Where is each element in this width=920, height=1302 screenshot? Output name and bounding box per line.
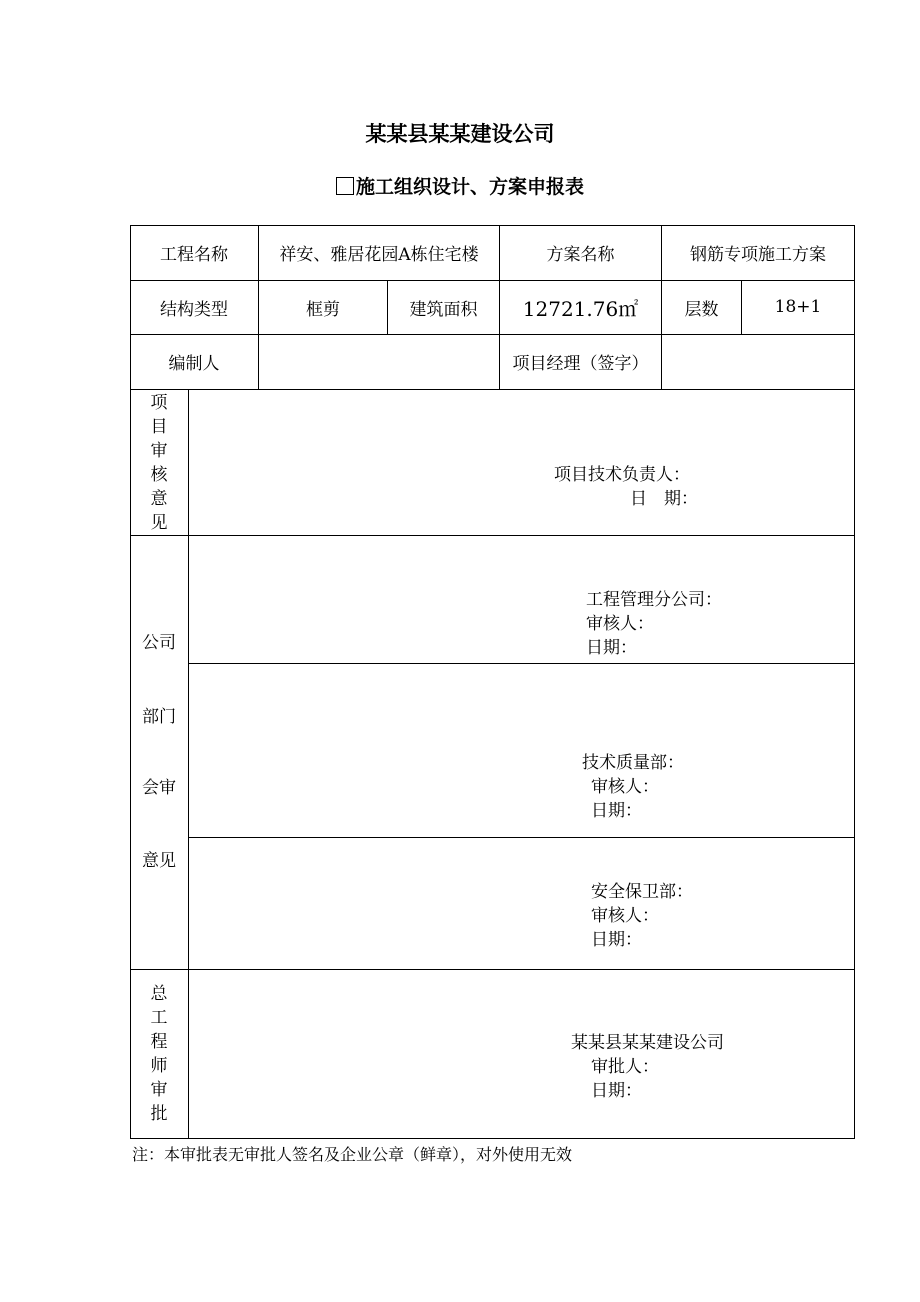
col-divider [188,389,189,1138]
chief-engineer-approver[interactable]: 审批人： [591,1057,659,1077]
label-char: 审 [150,1080,168,1100]
project-review-label [130,391,188,535]
engineering-reviewer[interactable]: 审核人： [586,614,654,634]
author-label: 编制人 [168,354,220,374]
row-divider [130,389,855,390]
company-review-label-1: 公司 [142,633,176,653]
footer-note: 注：本审批表无审批人签名及企业公章（鲜章），对外使用无效 [132,1145,573,1164]
safety-dept-signature[interactable]: 安全保卫部： [591,882,693,902]
project-manager-label: 项目经理（签字） [512,354,649,374]
floors-value[interactable]: 18+1 [774,297,822,317]
chief-engineer-company: 某某县某某建设公司 [571,1033,724,1053]
safety-reviewer[interactable]: 审核人： [591,906,659,926]
company-review-label-2: 部门 [142,707,176,727]
chief-engineer-label [130,982,188,1126]
label-char: 核 [150,465,168,485]
quality-date[interactable]: 日期： [591,801,642,821]
form-title [0,172,920,199]
label-char: 批 [150,1104,168,1124]
building-area-label: 建筑面积 [409,299,478,320]
checkbox-icon[interactable] [336,177,354,195]
company-review-label-4: 意见 [142,851,176,871]
structure-type-label: 结构类型 [160,299,228,320]
row-divider [188,663,855,664]
safety-date[interactable]: 日期： [591,930,642,950]
form-title-text: 施工组织设计、方案申报表 [355,176,584,198]
label-char: 目 [150,417,168,437]
table-border-right [854,225,855,1139]
table-border-bottom [130,1138,855,1139]
plan-name-label: 方案名称 [546,245,615,265]
engineering-date[interactable]: 日期： [586,638,637,658]
label-char: 意 [150,489,168,509]
building-area-value[interactable]: 12721.76㎡ [522,296,639,321]
floors-label: 层数 [684,299,719,320]
quality-dept-signature[interactable]: 技术质量部： [582,753,684,773]
row-divider [130,969,855,970]
label-char: 程 [150,1032,168,1052]
project-name-label: 工程名称 [160,245,228,265]
label-char: 审 [150,441,168,461]
chief-engineer-date[interactable]: 日期： [591,1081,642,1101]
plan-name-value[interactable]: 钢筋专项施工方案 [690,245,826,265]
label-char: 工 [150,1008,168,1028]
engineering-dept-signature[interactable]: 工程管理分公司： [586,590,722,610]
quality-reviewer[interactable]: 审核人： [591,777,659,797]
label-char: 总 [150,984,168,1004]
row-divider [130,535,855,536]
tech-lead-signature[interactable]: 项目技术负责人： [554,465,690,485]
application-form-table [130,225,855,1139]
company-title: 某某县某某建设公司 [365,122,555,146]
project-name-value[interactable]: 祥安、雅居花园A栋住宅楼 [279,245,479,265]
label-char: 项 [150,393,168,413]
author-value[interactable] [259,334,499,389]
structure-type-value[interactable]: 框剪 [306,299,340,320]
project-manager-signature[interactable] [662,334,854,389]
label-char: 见 [150,513,168,533]
label-char: 师 [150,1056,168,1076]
row-divider [188,837,855,838]
project-review-date[interactable]: 日 期： [630,489,698,509]
company-review-label-3: 会审 [142,778,176,798]
